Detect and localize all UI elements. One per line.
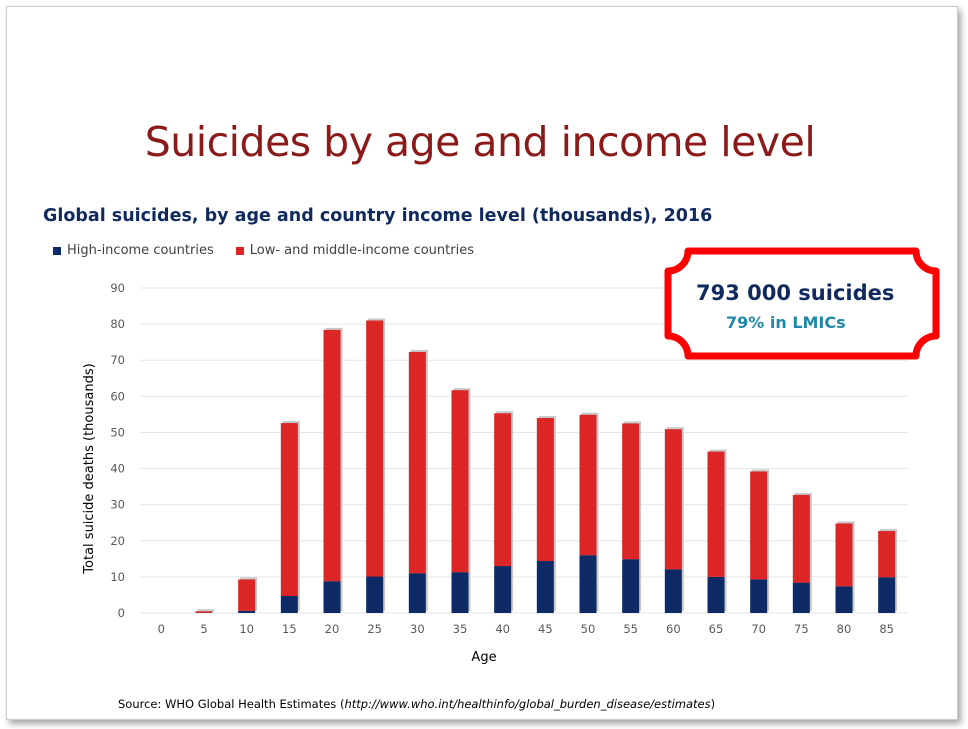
bar-lmic xyxy=(836,523,853,586)
slide-title: Suicides by age and income level xyxy=(144,118,816,166)
legend-label-high-income: High-income countries xyxy=(67,243,214,258)
x-tick-label: 50 xyxy=(580,622,596,636)
bar-high-income xyxy=(836,586,853,613)
x-tick-label: 30 xyxy=(410,622,425,636)
legend-label-lmic: Low- and middle-income countries xyxy=(249,243,474,258)
bar-high-income xyxy=(494,566,511,613)
x-tick-label: 65 xyxy=(708,622,724,636)
x-tick-label: 15 xyxy=(282,622,297,636)
bar-high-income xyxy=(452,572,469,613)
source-prefix: Source: WHO Global Health Estimates ( xyxy=(118,697,345,711)
bar-lmic xyxy=(281,423,298,596)
y-tick-label: 0 xyxy=(117,606,125,620)
y-tick-label: 50 xyxy=(110,425,125,440)
x-tick-label: 80 xyxy=(836,622,852,636)
bar-high-income xyxy=(409,573,426,613)
x-tick-label: 5 xyxy=(200,622,208,636)
bar-high-income xyxy=(878,577,895,613)
x-tick-label: 45 xyxy=(538,622,553,636)
bar-high-income xyxy=(708,577,725,613)
bar-lmic xyxy=(665,429,682,569)
bar-high-income xyxy=(238,611,255,613)
x-tick-label: 25 xyxy=(367,622,382,636)
x-tick-label: 20 xyxy=(324,622,340,636)
x-tick-label: 70 xyxy=(751,622,766,636)
x-tick-label: 10 xyxy=(239,622,254,636)
bar-lmic xyxy=(622,423,639,559)
bar-lmic xyxy=(793,495,810,583)
x-tick-label: 60 xyxy=(666,622,681,636)
bar-lmic xyxy=(708,452,725,577)
bar-high-income xyxy=(281,596,298,613)
x-tick-label: 40 xyxy=(495,622,510,636)
y-axis-label: Total suicide deaths (thousands) xyxy=(82,363,97,574)
x-tick-label: 85 xyxy=(879,622,894,636)
bar-lmic xyxy=(452,390,469,572)
bar-lmic xyxy=(494,413,511,566)
y-tick-label: 40 xyxy=(110,461,125,476)
bar-high-income xyxy=(324,581,341,613)
y-tick-label: 30 xyxy=(110,497,125,512)
source-suffix: ) xyxy=(710,697,716,711)
bar-shadow xyxy=(198,609,215,610)
source-url: http://www.who.int/healthinfo/global_burden_disease/estimates xyxy=(344,697,711,711)
bar-lmic xyxy=(324,330,341,581)
bar-high-income xyxy=(750,579,767,613)
y-tick-label: 90 xyxy=(110,281,125,295)
bar-high-income xyxy=(793,583,810,613)
bar-lmic xyxy=(750,471,767,579)
bar-lmic xyxy=(366,321,383,577)
bar-lmic xyxy=(409,352,426,573)
source-note xyxy=(118,697,715,711)
bar-lmic xyxy=(196,611,213,612)
bar-lmic xyxy=(878,531,895,577)
x-axis-label: Age xyxy=(471,650,497,665)
x-tick-label: 75 xyxy=(794,622,809,636)
bar-high-income xyxy=(580,555,597,613)
y-tick-label: 80 xyxy=(110,317,125,332)
bar-lmic xyxy=(238,579,255,610)
bar-lmic xyxy=(580,415,597,555)
chart-title: Global suicides, by age and country income level (thousands), 2016 xyxy=(43,206,713,226)
y-tick-label: 20 xyxy=(110,533,125,548)
x-tick-label: 35 xyxy=(452,622,468,636)
callout-subline: 79% in LMICs xyxy=(726,313,846,332)
x-tick-label: 55 xyxy=(623,622,638,636)
y-tick-label: 60 xyxy=(110,389,125,404)
bar-lmic xyxy=(537,418,554,561)
y-tick-label: 70 xyxy=(110,353,125,368)
bar-high-income xyxy=(665,569,682,613)
bar-high-income xyxy=(537,561,554,613)
x-tick-label: 0 xyxy=(157,622,165,636)
bar-high-income xyxy=(622,559,639,613)
y-tick-label: 10 xyxy=(110,569,125,584)
callout-headline: 793 000 suicides xyxy=(696,281,895,305)
bar-high-income xyxy=(366,577,383,613)
